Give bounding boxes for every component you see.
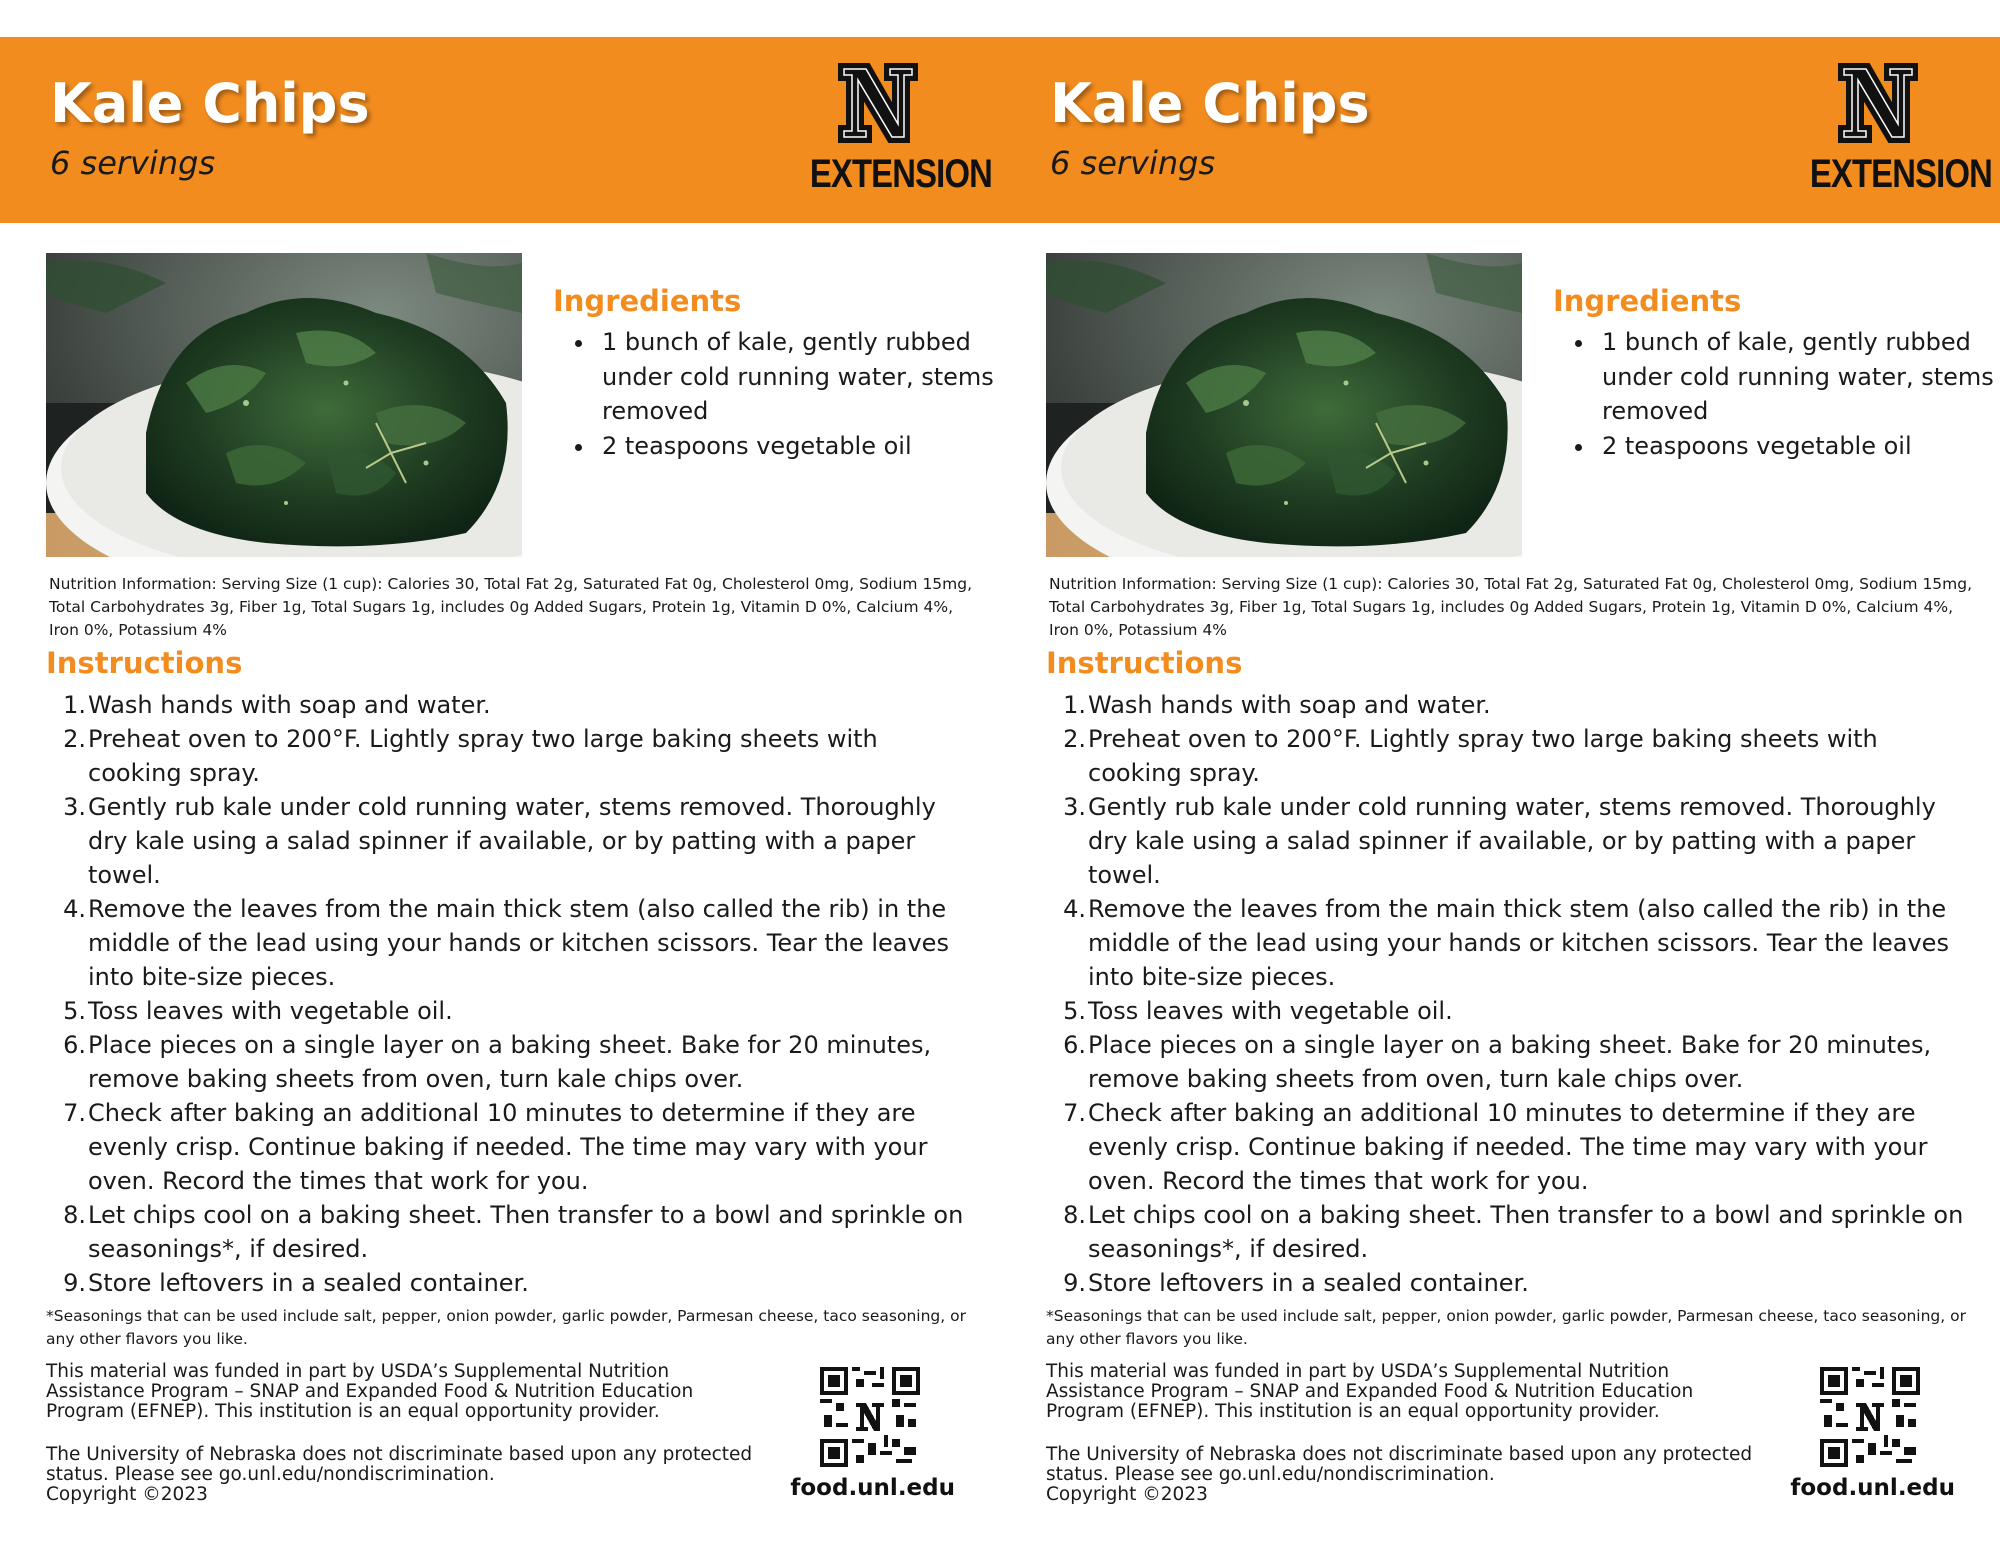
extension-logo xyxy=(1795,62,1993,212)
ingredients-list xyxy=(1560,325,2000,463)
seasonings-footnote: *Seasonings that can be used include salt, pepper, onion powder, garlic powder, Parmesan cheese, taco seasoning, or any other flavors you like. xyxy=(1046,1307,1966,1348)
instruction-step: Wash hands with soap and water. xyxy=(88,691,491,719)
instruction-step: Let chips cool on a baking sheet. Then transfer to a bowl and sprinkle on seasonings*, if desired. xyxy=(1088,1201,1964,1263)
copyright-text: Copyright ©2023 xyxy=(46,1484,208,1505)
instruction-step: Preheat oven to 200°F. Lightly spray two large baking sheets with cooking spray. xyxy=(88,725,878,787)
nutrition-information: Nutrition Information: Serving Size (1 cup): Calories 30, Total Fat 2g, Saturated Fat 0g, Cholesterol 0mg, Sodium 15mg, Total Carbohydrates 3g, Fiber 1g, Total Sugars 1g, includes 0g Added Sugars, Protein 1g, Vitamin D 0%, Calcium 4%, Iron 0%, Potassium 4% xyxy=(1049,575,1973,639)
funding-statement: This material was funded in part by USDA’s Supplemental Nutrition Assistance Program – SNAP and Expanded Food & Nutrition Education Program (EFNEP). This institution is an equal opportunity provider. xyxy=(46,1361,694,1422)
instruction-step: Wash hands with soap and water. xyxy=(1088,691,1491,719)
qr-code-icon xyxy=(820,1367,920,1467)
instruction-step: Preheat oven to 200°F. Lightly spray two large baking sheets with cooking spray. xyxy=(1088,725,1878,787)
instructions-heading: Instructions xyxy=(46,646,243,680)
nondiscrimination-statement xyxy=(1046,1445,1766,1505)
ingredient-item: • 2 teaspoons vegetable oil xyxy=(1596,429,2000,464)
recipe-title: Kale Chips xyxy=(1050,72,1370,135)
instruction-step: Gently rub kale under cold running water, stems removed. Thoroughly dry kale using a salad spinner if available, or by patting with a paper towel. xyxy=(88,793,936,889)
servings-count: 6 servings xyxy=(1050,144,1216,182)
instructions-list xyxy=(1088,688,1968,1300)
kale-chips-bowl-photo xyxy=(46,253,522,557)
recipe-card-right xyxy=(1000,37,2000,1527)
recipe-title: Kale Chips xyxy=(50,72,370,135)
ingredient-item: • 1 bunch of kale, gently rubbed under cold running water, stems removed xyxy=(1596,325,2000,429)
instruction-step: Toss leaves with vegetable oil. xyxy=(1088,997,1453,1025)
extension-logo xyxy=(795,62,993,212)
instruction-step: Remove the leaves from the main thick stem (also called the rib) in the middle of the lead using your hands or kitchen scissors. Tear the leaves into bite-size pieces. xyxy=(1088,895,1949,991)
nondiscrimination-statement xyxy=(46,1445,766,1505)
nutrition-information: Nutrition Information: Serving Size (1 cup): Calories 30, Total Fat 2g, Saturated Fat 0g, Cholesterol 0mg, Sodium 15mg, Total Carbohydrates 3g, Fiber 1g, Total Sugars 1g, includes 0g Added Sugars, Protein 1g, Vitamin D 0%, Calcium 4%, Iron 0%, Potassium 4% xyxy=(49,575,973,639)
instruction-step: Check after baking an additional 10 minutes to determine if they are evenly crisp. Continue baking if needed. The time may vary with your oven. Record the times that work for you. xyxy=(88,1099,928,1195)
instruction-step: Place pieces on a single layer on a baking sheet. Bake for 20 minutes, remove baking sheets from oven, turn kale chips over. xyxy=(88,1031,932,1093)
instruction-step: Check after baking an additional 10 minutes to determine if they are evenly crisp. Continue baking if needed. The time may vary with your oven. Record the times that work for you. xyxy=(1088,1099,1928,1195)
nondiscrimination-text: The University of Nebraska does not discriminate based upon any protected status. Please see go.unl.edu/nondiscrimination. xyxy=(46,1444,753,1485)
qr-code-icon xyxy=(1820,1367,1920,1467)
kale-chips-bowl-photo xyxy=(1046,253,1522,557)
instructions-heading: Instructions xyxy=(1046,646,1243,680)
ingredients-list xyxy=(560,325,1016,463)
servings-count: 6 servings xyxy=(50,144,216,182)
recipe-card-left xyxy=(0,37,1000,1527)
instruction-step: Remove the leaves from the main thick stem (also called the rib) in the middle of the lead using your hands or kitchen scissors. Tear the leaves into bite-size pieces. xyxy=(88,895,949,991)
extension-wordmark: EXTENSION xyxy=(1809,152,1993,196)
website-link[interactable]: food.unl.edu xyxy=(1790,1475,1955,1501)
extension-wordmark: EXTENSION xyxy=(809,152,993,196)
instruction-step: Let chips cool on a baking sheet. Then transfer to a bowl and sprinkle on seasonings*, if desired. xyxy=(88,1201,964,1263)
instruction-step: Gently rub kale under cold running water, stems removed. Thoroughly dry kale using a salad spinner if available, or by patting with a paper towel. xyxy=(1088,793,1936,889)
ingredients-heading: Ingredients xyxy=(1553,284,1742,318)
instruction-step: Place pieces on a single layer on a baking sheet. Bake for 20 minutes, remove baking sheets from oven, turn kale chips over. xyxy=(1088,1031,1932,1093)
nebraska-n-icon xyxy=(837,62,919,144)
website-link[interactable]: food.unl.edu xyxy=(790,1475,955,1501)
ingredient-item: • 2 teaspoons vegetable oil xyxy=(596,429,1016,464)
seasonings-footnote: *Seasonings that can be used include salt, pepper, onion powder, garlic powder, Parmesan cheese, taco seasoning, or any other flavors you like. xyxy=(46,1307,966,1348)
ingredients-heading: Ingredients xyxy=(553,284,742,318)
ingredient-item: • 1 bunch of kale, gently rubbed under cold running water, stems removed xyxy=(596,325,1016,429)
nondiscrimination-text: The University of Nebraska does not discriminate based upon any protected status. Please see go.unl.edu/nondiscrimination. xyxy=(1046,1444,1753,1485)
instruction-step: Toss leaves with vegetable oil. xyxy=(88,997,453,1025)
funding-statement: This material was funded in part by USDA’s Supplemental Nutrition Assistance Program – SNAP and Expanded Food & Nutrition Education Program (EFNEP). This institution is an equal opportunity provider. xyxy=(1046,1361,1694,1422)
copyright-text: Copyright ©2023 xyxy=(1046,1484,1208,1505)
instruction-step: Store leftovers in a sealed container. xyxy=(1088,1269,1529,1297)
instructions-list xyxy=(88,688,968,1300)
nebraska-n-icon xyxy=(1837,62,1919,144)
instruction-step: Store leftovers in a sealed container. xyxy=(88,1269,529,1297)
